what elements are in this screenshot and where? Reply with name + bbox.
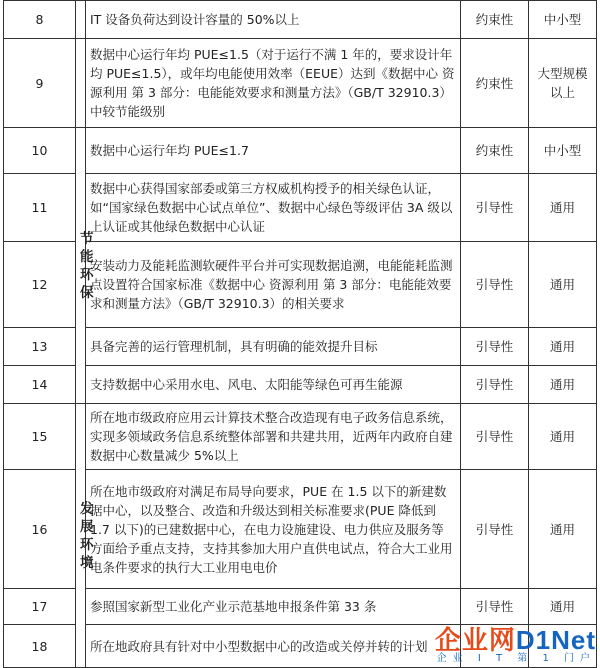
- row-number: 18: [4, 625, 76, 668]
- table-row: [4, 470, 597, 589]
- category-development: 发展环境: [76, 404, 86, 668]
- indicator-type: 引导性: [461, 328, 529, 366]
- watermark-brand-en: D1Net: [515, 625, 596, 655]
- indicator-type: 引导性: [461, 366, 529, 404]
- requirement-text: 所在地政府具有针对中小型数据中心的改造或关停并转的计划: [86, 625, 461, 668]
- watermark-tagline: 企业 I T 第 1 门户: [436, 653, 596, 664]
- row-number: 13: [4, 328, 76, 366]
- row-number: 16: [4, 470, 76, 589]
- row-number: 17: [4, 589, 76, 625]
- applicable-scope: 通用: [529, 366, 597, 404]
- table-row: [4, 328, 597, 366]
- row-number: 15: [4, 404, 76, 470]
- row-number: 10: [4, 128, 76, 174]
- table-row: [4, 128, 597, 174]
- row-number: 14: [4, 366, 76, 404]
- applicable-scope: 通用: [529, 589, 597, 625]
- table-row: [4, 366, 597, 404]
- table-row: [4, 589, 597, 625]
- requirement-text: 所在地市级政府应用云计算技术整合改造现有电子政务信息系统，实现多领域政务信息系统整体部署和共建共用，近两年内政府自建数据中心数量减少 5%以上: [86, 404, 461, 470]
- applicable-scope: 通用: [529, 174, 597, 242]
- requirement-text: 数据中心获得国家部委或第三方权威机构授予的相关绿色认证，如“国家绿色数据中心试点单位”、数据中心绿色等级评估 3A 级以上认证或其他绿色数据中心认证: [86, 174, 461, 242]
- indicator-type: 引导性: [461, 242, 529, 328]
- requirement-text: 所在地市级政府对满足布局导向要求，PUE 在 1.5 以下的新建数据中心，以及整合、改造和升级达到相关标准要求(PUE 降低到 1.7 以下)的已建数据中心，在电力设施建设、电力供应及服务等方面给予重点支持，支持其参加大用户直供电试点，符合大工业用电条件要求的执行大工业用电电价: [86, 470, 461, 589]
- indicator-type: 约束性: [461, 39, 529, 128]
- applicable-scope: 通用: [529, 328, 597, 366]
- row-number: 8: [4, 1, 76, 39]
- table-row: [4, 1, 597, 39]
- indicator-type: 引导性: [461, 589, 529, 625]
- applicable-scope: 中小型: [529, 128, 597, 174]
- requirement-text: 数据中心运行年均 PUE≤1.5（对于运行不满 1 年的，要求设计年均 PUE≤1.5），或年均电能使用效率（EEUE）达到《数据中心 资源利用 第 3 部分：电能能效要求和测量方法》（GB/T 32910.3）中较节能级别: [86, 39, 461, 128]
- applicable-scope: 通用: [529, 470, 597, 589]
- applicable-scope: 通用: [529, 242, 597, 328]
- category-energy: 节能环保: [76, 128, 86, 404]
- watermark-logo: [435, 627, 596, 665]
- row-number: 12: [4, 242, 76, 328]
- requirement-text: 数据中心运行年均 PUE≤1.7: [86, 128, 461, 174]
- applicable-scope: 大型规模以上: [529, 39, 597, 128]
- table-row: [4, 404, 597, 470]
- indicator-type: 引导性: [461, 174, 529, 242]
- requirement-text: IT 设备负荷达到设计容量的 50%以上: [86, 1, 461, 39]
- indicator-type: 引导性: [461, 470, 529, 589]
- applicable-scope: 通用: [529, 404, 597, 470]
- indicator-type: 约束性: [461, 128, 529, 174]
- policy-table: [3, 0, 597, 668]
- requirement-text: 支持数据中心采用水电、风电、太阳能等绿色可再生能源: [86, 366, 461, 404]
- applicable-scope: 中小型: [529, 1, 597, 39]
- row-number: 9: [4, 39, 76, 128]
- watermark-brand-cn: 企业网: [434, 625, 516, 655]
- table-row: [4, 39, 597, 128]
- requirement-text: 参照国家新型工业化产业示范基地申报条件第 33 条: [86, 589, 461, 625]
- requirement-text: 安装动力及能耗监测软硬件平台并可实现数据追溯，电能能耗监测点设置符合国家标准《数据中心 资源利用 第 3 部分：电能能效要求和测量方法》（GB/T 32910.3）的相关要求: [86, 242, 461, 328]
- row-number: 11: [4, 174, 76, 242]
- indicator-type: 引导性: [461, 404, 529, 470]
- indicator-type: 约束性: [461, 1, 529, 39]
- table-row: [4, 174, 597, 242]
- requirement-text: 具备完善的运行管理机制，具有明确的能效提升目标: [86, 328, 461, 366]
